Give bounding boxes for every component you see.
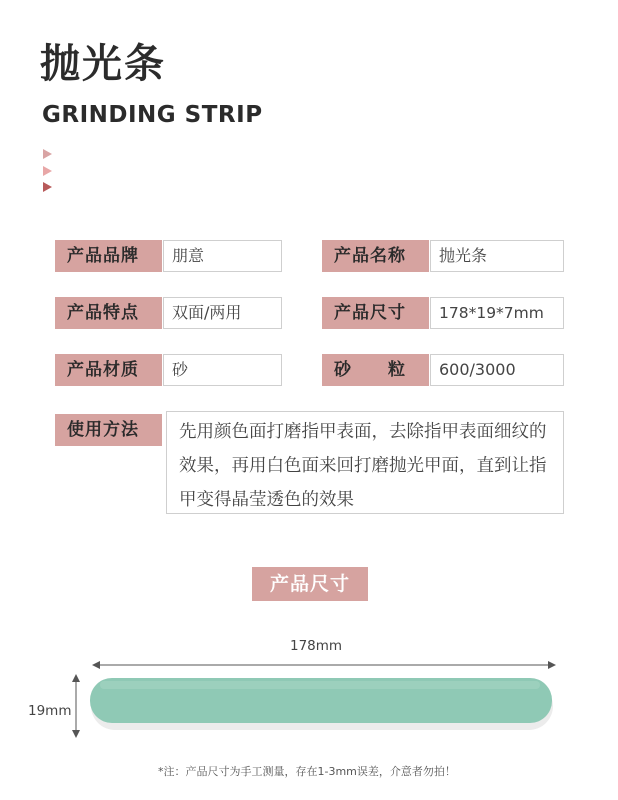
name-label: 产品名称 — [322, 240, 429, 272]
size-label: 产品尺寸 — [322, 297, 429, 329]
page-subtitle: GRINDING STRIP — [42, 102, 263, 128]
footnote: *注：产品尺寸为手工测量，存在1-3mm误差，介意者勿拍！ — [158, 765, 456, 778]
usage-value: 先用颜色面打磨指甲表面，去除指甲表面细纹的效果，再用白色面来回打磨抛光甲面，直到让指甲变得晶莹透色的效果 — [166, 411, 564, 514]
feature-label: 产品特点 — [55, 297, 162, 329]
grit-value: 600/3000 — [430, 354, 564, 386]
triangle-marker-icon-1 — [43, 149, 52, 159]
feature-value: 双面/两用 — [163, 297, 282, 329]
length-dimension-label: 178mm — [290, 638, 343, 654]
size-value: 178*19*7mm — [430, 297, 564, 329]
page-title: 抛光条 — [40, 41, 166, 87]
grit-label: 砂 粒 — [322, 354, 429, 386]
brand-label: 产品品牌 — [55, 240, 162, 272]
name-value: 抛光条 — [430, 240, 564, 272]
width-dimension-label: 19mm — [28, 703, 72, 719]
triangle-marker-icon-3 — [43, 182, 52, 192]
strip-highlight — [100, 681, 540, 689]
dimension-diagram — [0, 655, 618, 745]
brand-value: 朋意 — [163, 240, 282, 272]
section-heading: 产品尺寸 — [252, 567, 368, 601]
material-label: 产品材质 — [55, 354, 162, 386]
triangle-marker-icon-2 — [43, 166, 52, 176]
material-value: 砂 — [163, 354, 282, 386]
usage-label: 使用方法 — [55, 414, 162, 446]
